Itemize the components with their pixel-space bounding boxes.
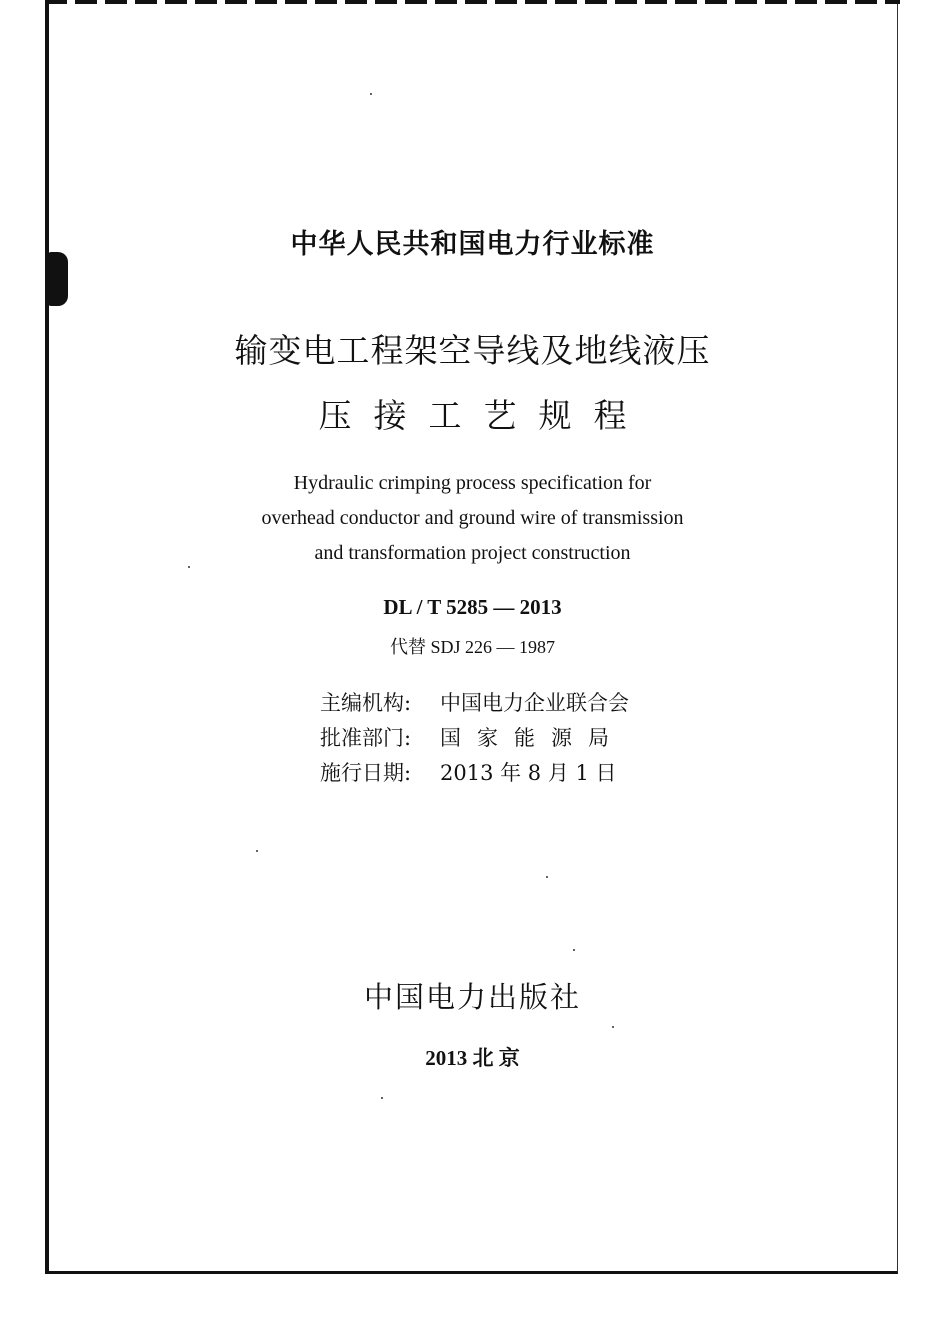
- scan-speck: [546, 876, 548, 878]
- editor-row: [320, 686, 629, 721]
- approver-row: [320, 721, 629, 756]
- scan-speck: [612, 1026, 614, 1028]
- publication-info: [320, 686, 629, 791]
- effective-date-value: 2013 年 8 月 1 日: [440, 761, 617, 785]
- title-line-1: 输变电工程架空导线及地线液压: [234, 331, 711, 370]
- english-title: [45, 466, 900, 571]
- scan-speck: [370, 93, 372, 95]
- scan-speck: [573, 949, 575, 951]
- effective-date-row: [320, 756, 629, 791]
- title-line-2: 压接工艺规程: [318, 396, 649, 435]
- editor-value: 中国电力企业联合会: [440, 691, 629, 715]
- effective-date-label: 施行日期:: [320, 761, 412, 785]
- english-title-line-3: and transformation project construction: [314, 542, 631, 564]
- standard-header: 中华人民共和国电力行业标准: [290, 229, 655, 260]
- approver-value: 国家能源局: [440, 726, 625, 750]
- standard-code: DL / T 5285 — 2013: [383, 595, 562, 619]
- publisher: 中国电力出版社: [363, 980, 581, 1014]
- english-title-line-1: Hydraulic crimping process specification for: [293, 472, 652, 494]
- publication-place: 2013 北 京: [425, 1046, 520, 1070]
- english-title-line-2: overhead conductor and ground wire of transmission: [261, 507, 684, 529]
- replaces-standard: 代替 SDJ 226 — 1987: [389, 637, 555, 657]
- scan-speck: [256, 850, 258, 852]
- editor-label: 主编机构:: [320, 691, 412, 715]
- scan-speck: [381, 1097, 383, 1099]
- approver-label: 批准部门:: [320, 726, 412, 750]
